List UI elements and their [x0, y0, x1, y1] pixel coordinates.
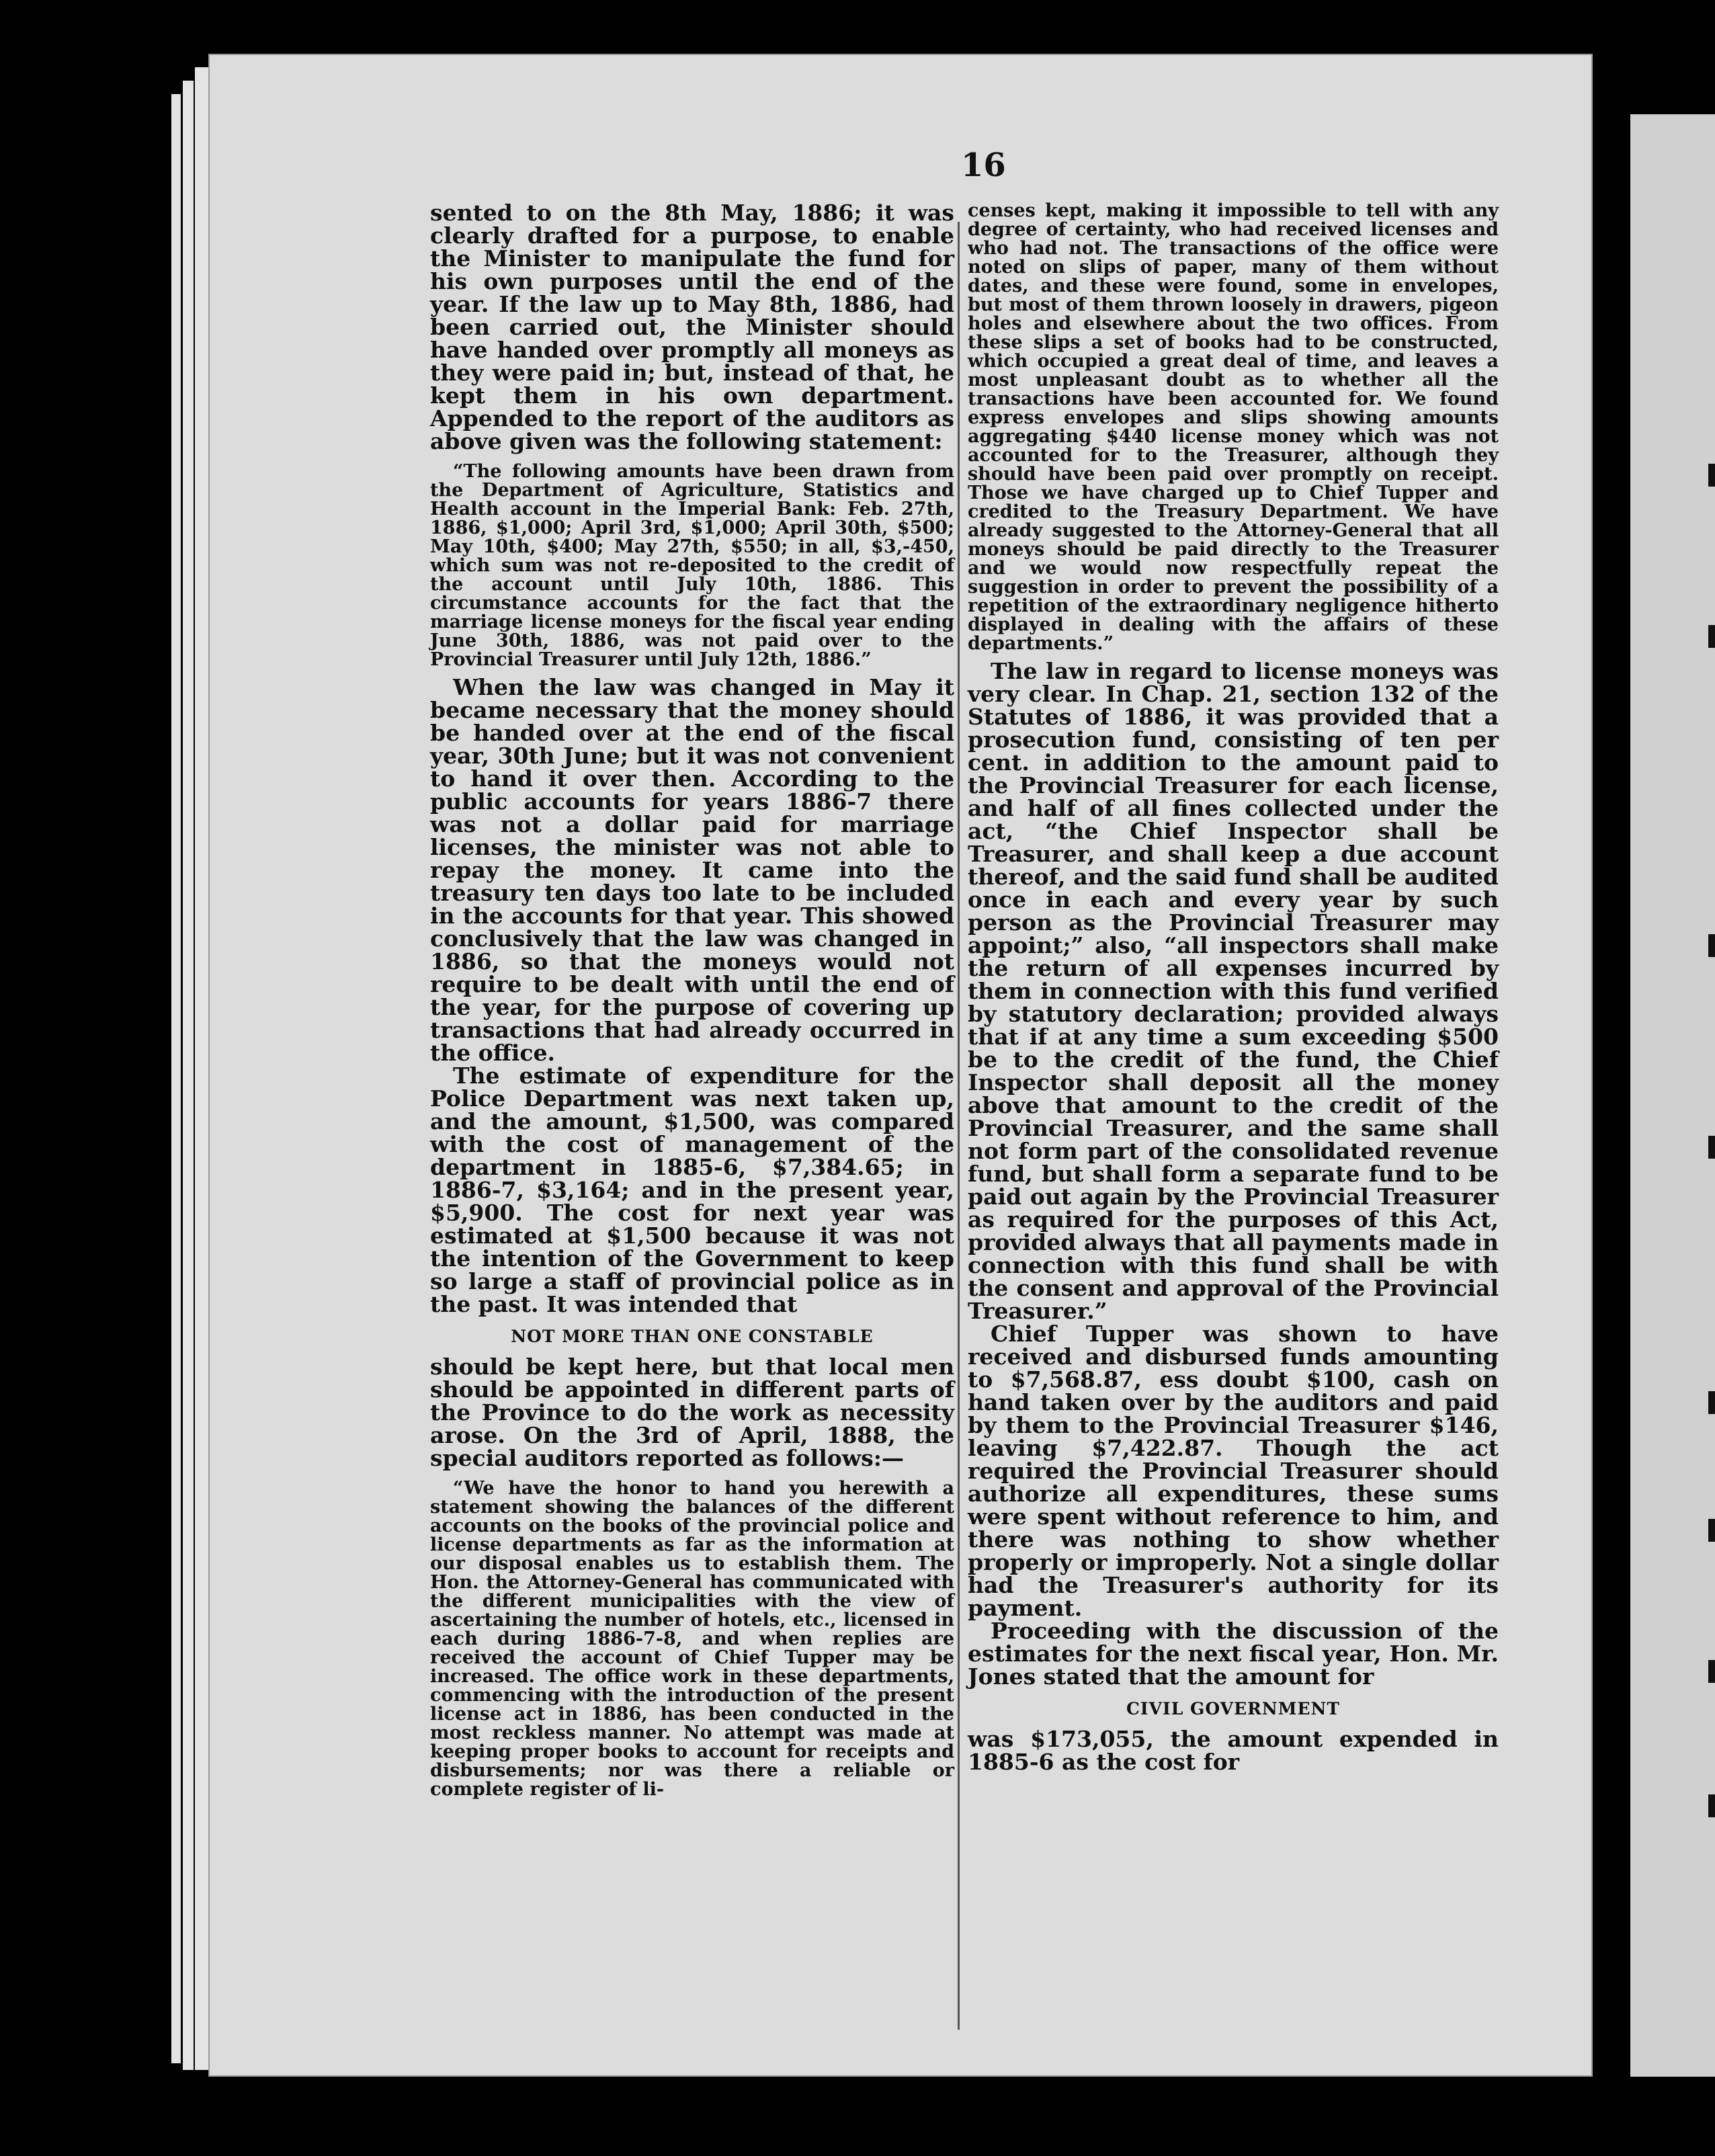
text-fragment	[1708, 625, 1715, 648]
quotation: “The following amounts have been drawn from the Department of Agriculture, Statistics and Health account in the Imperial Bank: Feb. 27th, 1886, $1,000; April 3rd, $1,000; April 30th, $500; May 10th, $400; May 27th, $550; in all, $3,-450, which sum was not re-deposited to the credit of the account until July 10th, 1886. This circumstance accounts for the fact that the marriage license moneys for the fiscal year ending June 30th, 1886, was not paid over to the Provincial Treasurer until July 12th, 1886.”	[430, 461, 954, 670]
paragraph: When the law was changed in May it became necessary that the money should be handed over at the end of the fiscal year, 30th June; but it was not convenient to hand it over then. According to the public accounts for years 1886-7 there was not a dollar paid for marriage licenses, the minister was not able to repay the money. It came into the treasury ten days too late to be included in the accounts for that year. This showed conclusively that the law was changed in 1886, so that the moneys would not require to be dealt with until the end of the year, for the purpose of covering up transactions that had already occurred in the office.	[430, 674, 954, 1066]
text-fragment	[1708, 1794, 1715, 1817]
page-edge	[195, 67, 208, 2070]
column-divider	[958, 222, 960, 2030]
quotation: “We have the honor to hand you herewith a statement showing the balances of the different accounts on the books of the provincial police and license departments as far as the information at our disposal enables us to establish them. The Hon. the Attorney-General has communicated with the different municipalities with the view of ascertaining the number of hotels, etc., licensed in each during 1886-7-8, and when replies are received the account of Chief Tupper may be increased. The office work in these departments, commencing with the introduction of the present license act in 1886, has been conducted in the most reckless manner. No attempt was made at keeping proper books to account for receipts and disbursements; nor was there a reliable or complete register of li-	[430, 1478, 954, 1800]
text-fragment	[1708, 464, 1715, 487]
text-fragment	[1708, 1136, 1715, 1159]
quotation: censes kept, making it impossible to tell with any degree of certainty, who had received licenses and who had not. The transactions of the office were noted on slips of paper, many of them without dates, and these were found, some in envelopes, but most of them thrown loosely in drawers, pigeon holes and elsewhere about the two offices. From these slips a set of books had to be constructed, which occupied a great deal of time, and leaves a most unpleasant doubt as to whether all the transactions have been accounted for. We found express envelopes and slips showing amounts aggregating $440 license money which was not accounted for to the Treasurer, although they should have been paid over promptly on receipt. Those we have charged up to Chief Tupper and credited to the Treasury Department. We have already suggested to the Attorney-General that all moneys should be paid directly to the Treasurer and we would now respectfully repeat the suggestion in order to prevent the possibility of a repetition of the extraordinary negligence hitherto displayed in dealing with the affairs of these departments.”	[968, 200, 1499, 654]
paragraph: should be kept here, but that local men should be appointed in different parts of the Province to do the work as necessity arose. On the 3rd of April, 1888, the special auditors reported as follows:—	[430, 1354, 954, 1471]
paragraph: The law in regard to license moneys was very clear. In Chap. 21, section 132 of the Statutes of 1886, it was provided that a prosecution fund, consisting of ten per cent. in addition to the amount paid to the Provincial Treasurer for each license, and half of all fines collected under the act, “the Chief Inspector shall be Treasurer, and shall keep a due account thereof, and the said fund shall be audited once in each and every year by such person as the Provincial Treasurer may appoint;” also, “all inspectors shall make the return of all expenses incurred by them in connection with this fund verified by statutory declaration; provided always that if at any time a sum exceeding $500 be to the credit of the fund, the Chief Inspector shall deposit all the money above that amount to the credit of the Provincial Treasurer, and the same shall not form part of the consolidated revenue fund, but shall form a separate fund to be paid out again by the Provincial Treasurer as required for the purposes of this Act, provided always that all payments made in connection with this fund shall be with the consent and approval of the Provincial Treasurer.”	[968, 658, 1499, 1324]
page-number: 16	[961, 147, 1006, 184]
section-heading: NOT MORE THAN ONE CONSTABLE	[511, 1327, 874, 1346]
adjacent-page-strip	[1630, 114, 1715, 2077]
page-edge	[183, 81, 194, 2070]
text-fragment	[1708, 934, 1715, 957]
paragraph: was $173,055, the amount expended in 1885-6 as the cost for	[968, 1726, 1499, 1775]
text-fragment	[1708, 1519, 1715, 1542]
paragraph: The estimate of expenditure for the Police Department was next taken up, and the amount, $1,500, was compared with the cost of management of the department in 1885-6, $7,384.65; in 1886-7, $3,164; and in the present year, $5,900. The cost for next year was estimated at $1,500 because it was not the intention of the Government to keep so large a staff of provincial police as in the past. It was intended that	[430, 1063, 954, 1317]
right-column	[968, 202, 1499, 1774]
section-heading: CIVIL GOVERNMENT	[1126, 1699, 1340, 1718]
page-edge	[171, 94, 181, 2063]
paragraph: Proceeding with the discussion of the estimates for the next fiscal year, Hon. Mr. Jones stated that the amount for	[968, 1618, 1499, 1690]
text-fragment	[1708, 1660, 1715, 1683]
paragraph: sented to on the 8th May, 1886; it was clearly drafted for a purpose, to enable the Minister to manipulate the fund for his own purposes until the end of the year. If the law up to May 8th, 1886, had been carried out, the Minister should have handed over promptly all moneys as they were paid in; but, instead of that, he kept them in his own department. Appended to the report of the auditors as above given was the following statement:	[430, 200, 954, 454]
text-fragment	[1708, 1391, 1715, 1414]
paragraph: Chief Tupper was shown to have received and disbursed funds amounting to $7,568.87, ess doubt $100, cash on hand taken over by the auditors and paid by them to the Provincial Treasurer $146, leaving $7,422.87. Though the act required the Provincial Treasurer should authorize all expenditures, these sums were spent without reference to him, and there was nothing to show whether properly or improperly. Not a single dollar had the Treasurer's authority for its payment.	[968, 1321, 1499, 1621]
left-column	[430, 202, 954, 1806]
